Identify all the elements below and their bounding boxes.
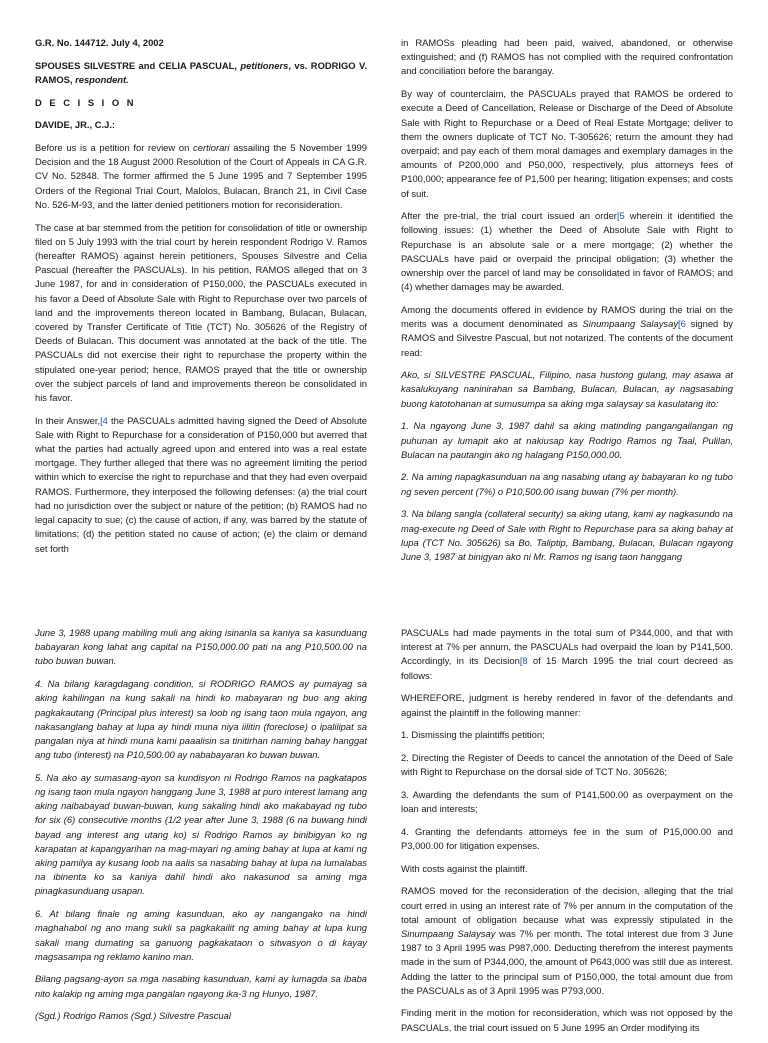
paragraph: 4. Granting the defendants attorneys fee in the sum of P15,000.00 and P3,000.00 for litigation expenses. bbox=[401, 825, 733, 851]
page-bottom bbox=[0, 600, 768, 1033]
quoted-text: 4. Na bilang karagdagang condition, si RODRIGO RAMOS ay pumayag sa aking kahilingan na kung sakali na hindi ko mabayaran ng buo ang aking pagkakautang (Principal plus interest) sa loob ng isang taon mula ngayon, ang nakasanglang bahay at lupa ay hindi muna niya iilitin (foreclose) o ipalilipat sa pangalan niya at hindi muna kami paaalisin sa tinitirhan naming bahay hanggat ang tubo (interest) na P10,500.00 ay nababayaran ko buwan buwan. bbox=[35, 678, 367, 761]
column-left bbox=[35, 36, 367, 564]
quoted-text: Bilang pagsang-ayon sa mga nasabing kasunduan, kami ay lumagda sa ibaba nito kalakip ng aming mga pangalan ngayong ika-3 ng Hunyo, 1987. bbox=[35, 973, 367, 999]
ponente: DAVIDE, JR., C.J.: bbox=[35, 119, 116, 131]
page-gap bbox=[0, 580, 768, 600]
footnote-link[interactable]: [4 bbox=[100, 414, 108, 426]
paragraph: The case at bar stemmed from the petition for consolidation of title or ownership filed on 5 July 1993 with the trial court by herein respondent Rodrigo V. Ramos (hereafter RAMOS) against herein petitioners, Spouses Silvestre and Celia Pascual (hereafter the PASCUALs). In his petition, RAMOS alleged that on 3 June 1987, for and in consideration of P150,000, the PASCUALs executed in his favor a Deed of Absolute Sale with Right to Repurchase over two parcels of land and the improvements thereon located in Bambang, Bulacan, Bulacan, covered by Transfer Certificate of Title (TCT) No. 305626 of the Registry of Deeds of Bulacan. This document was annotated at the back of the title. The PASCUALs did not exercise their right to repurchase the property within the stipulated one-year period; hence, RAMOS prayed that the title or ownership over the subject parcels of land and improvements thereon be consolidated in his favor. bbox=[35, 221, 367, 403]
paragraph: Finding merit in the motion for reconsideration, which was not opposed by the PASCUALs, the trial court issued on 5 June 1995 an Order modifying its bbox=[401, 1007, 733, 1033]
paragraph: 2. Directing the Register of Deeds to cancel the annotation of the Deed of Sale with Right to Repurchase on the dorsal side of TCT No. 305626; bbox=[401, 751, 733, 778]
column-right bbox=[401, 626, 733, 1043]
paragraph: In their Answer,[4 the PASCUALs admitted having signed the Deed of Absolute Sale with Right to Repurchase for a consideration of P150,000 but averred that what the parties had actually agreed upon and entered into was a real estate mortgage. They further alleged that there was no agreement limiting the period within which to exercise the right to repurchase and that they had even overpaid RAMOS. Furthermore, they interposed the following defenses: (a) the trial court had no jurisdiction over the subject or nature of the petition; (b) RAMOS had no legal capacity to sue; (c) the cause of action, if any, was barred by the statute of limitations; (d) the petition stated no cause of action; (e) the claim or demand set forth bbox=[35, 414, 367, 554]
signature-line: (Sgd.) Rodrigo Ramos (Sgd.) Silvestre Pascual bbox=[35, 1010, 231, 1022]
paragraph: With costs against the plaintiff. bbox=[401, 862, 528, 874]
quoted-text: 3. Na bilang sangla (collateral security) sa aking utang, kami ay nagkasundo na mag-execute ng Deed of Sale with Right to Repurchase para sa aking bahay at lupa (TCT No. 305626) sa Bo. Taliptip, Bambang, Bulacan, Bulacan ngayong June 3, 1987 at binigyan ako ni Mr. Ramos ng isang taon hanggang bbox=[401, 508, 733, 562]
decision-heading: D E C I S I O N bbox=[35, 96, 137, 108]
paragraph: RAMOS moved for the reconsideration of the decision, alleging that the trial court erred in using an interest rate of 7% per annum in the computation of the total amount of obligation because what was expressly stipulated in the Sinumpaang Salaysay was 7% per month. The total interest due from 3 June 1987 to 3 April 1995 was P987,000. Deducting therefrom the interest payments made in the sum of P344,000, the amount of P643,000 was still due as interest. Adding the latter to the principal sum of P150,000, the total amount due from the PASCUALs as of 3 April 1995 was P793,000. bbox=[401, 885, 733, 996]
footnote-link[interactable]: [8 bbox=[519, 655, 528, 667]
quoted-text: Ako, si SILVESTRE PASCUAL, Filipino, nasa hustong gulang, may asawa at kasalukuyang naninirahan sa Bambang, Bulacan, Bulacan, ay nagsasabing buong katotohanan at sumusumpa sa aking mga salaysay sa kasulatang ito: bbox=[401, 369, 733, 409]
paragraph: 1. Dismissing the plaintiffs petition; bbox=[401, 729, 545, 741]
case-number: G.R. No. 144712. July 4, 2002 bbox=[35, 37, 164, 48]
paragraph: Before us is a petition for review on certiorari assailing the 5 November 1999 Decision and the 18 August 2000 Resolution of the Court of Appeals in CA G.R. CV No. 52848. The former affirmed the 5 June 1995 and 7 September 1995 Orders of the Regional Trial Court, Malolos, Bulacan, Branch 21, in Civil Case No. 526-M-93, and the latter denied petitioners motion for reconsideration. bbox=[35, 142, 367, 210]
paragraph: in RAMOSs pleading had been paid, waived, abandoned, or otherwise extinguished; and (f) RAMOS has not complied with the required confrontation and conciliation before the barangay. bbox=[401, 37, 733, 77]
paragraph: 3. Awarding the defendants the sum of P141,500.00 as overpayment on the loan and interests; bbox=[401, 788, 733, 815]
column-right bbox=[401, 36, 733, 573]
column-left bbox=[35, 626, 367, 1032]
quoted-text: 6. At bilang finale ng aming kasunduan, ako ay nangangako na hindi maghahabol ng ano mang sukli sa pagkakailit ng aming bahay at lupa kung sakali mang dumating sa ganuong pagkakataon o sitwasyon o di kayay magsasampa ng reklamo kanino man. bbox=[35, 908, 367, 962]
footnote-link[interactable]: [5 bbox=[616, 210, 625, 222]
case-parties: SPOUSES SILVESTRE and CELIA PASCUAL, petitioners, vs. RODRIGO V. RAMOS, respondent. bbox=[35, 59, 367, 85]
paragraph: Among the documents offered in evidence by RAMOS during the trial on the merits was a document denominated as Sinumpaang Salaysay[6 signed by RAMOS and Silvestre Pascual, but not notarized. The contents of the document read: bbox=[401, 303, 733, 358]
paragraph: PASCUALs had made payments in the total sum of P344,000, and that with interest at 7% per annum, the PASCUALs had overpaid the loan by P141,500. Accordingly, in its Decision[8 of 15 March 1995 the trial court decreed as follows: bbox=[401, 627, 733, 681]
quoted-text: June 3, 1988 upang mabiling muli ang aking isinanla sa kaniya sa kasunduang babayaran kong lahat ang capital na P150,000.00 pati na ang P10,500.00 na tubo buwan buwan. bbox=[35, 627, 367, 667]
quoted-text: 5. Na ako ay sumasang-ayon sa kundisyon ni Rodrigo Ramos na pagkatapos ng isang taon mula ngayon hanggang June 3, 1988 at puro interest lamang ang aking naibabayad buwan-buwan, kung sakaling hindi ako makabayad ng tubo for six (6) consecutive months (1/2 year after June 3, 1988 (6 na buwang hindi bayad ang interest ang utang ko) si Rodrigo Ramos ay binibigyan ko ng karapatan at kapangyarihan na mag-mayari ng aming bahay at lupa at kami ng aking pamilya ay kusang loob na aalis sa nasabing bahay at lupa na lumalabas na ibinenta ko sa kaniya dahil hindi ako nakasunod sa aming mga pinagkasunduang usapan. bbox=[35, 771, 367, 897]
paragraph: After the pre-trial, the trial court issued an order[5 wherein it identified the following issues: (1) whether the Deed of Absolute Sale with Right to Repurchase is an absolute sale or a mere mortgage; (2) whether the PASCUALs have paid or overpaid the principal obligation; (3) whether the ownership over the parcel of land may be consolidated in favor of RAMOS; and (4) whether damages may be awarded. bbox=[401, 210, 734, 293]
quoted-text: 2. Na aming napagkasunduan na ang nasabing utang ay babayaran ko ng tubo ng seven percent (7%) o P10,500.00 isang buwan (7% per month). bbox=[401, 471, 733, 497]
paragraph: WHEREFORE, judgment is hereby rendered in favor of the defendants and against the plaintiff in the following manner: bbox=[401, 692, 733, 718]
paragraph: By way of counterclaim, the PASCUALs prayed that RAMOS be ordered to execute a Deed of Cancellation, Release or Discharge of the Deed of Absolute Sale with Right to Repurchase or a Deed of Real Estate Mortgage; deliver to them the owners duplicate of TCT No. T-305626; return the amount they had overpaid; and pay each of them moral damages and exemplary damages in the amounts of P200,000 and P50,000, respectively, plus attorneys fees of P100,000; appearance fee of P1,500 per hearing; litigation expenses; and costs of suit. bbox=[401, 88, 733, 199]
quoted-text: 1. Na ngayong June 3, 1987 dahil sa aking matinding pangangailangan ng puhunan ay lumapit ako at nakiusap kay Rodrigo Ramos ng Taal, Pulilan, Bulacan na pautangin ako ng halagang P150,000.00. bbox=[401, 420, 733, 460]
footnote-link[interactable]: [6 bbox=[678, 318, 686, 330]
